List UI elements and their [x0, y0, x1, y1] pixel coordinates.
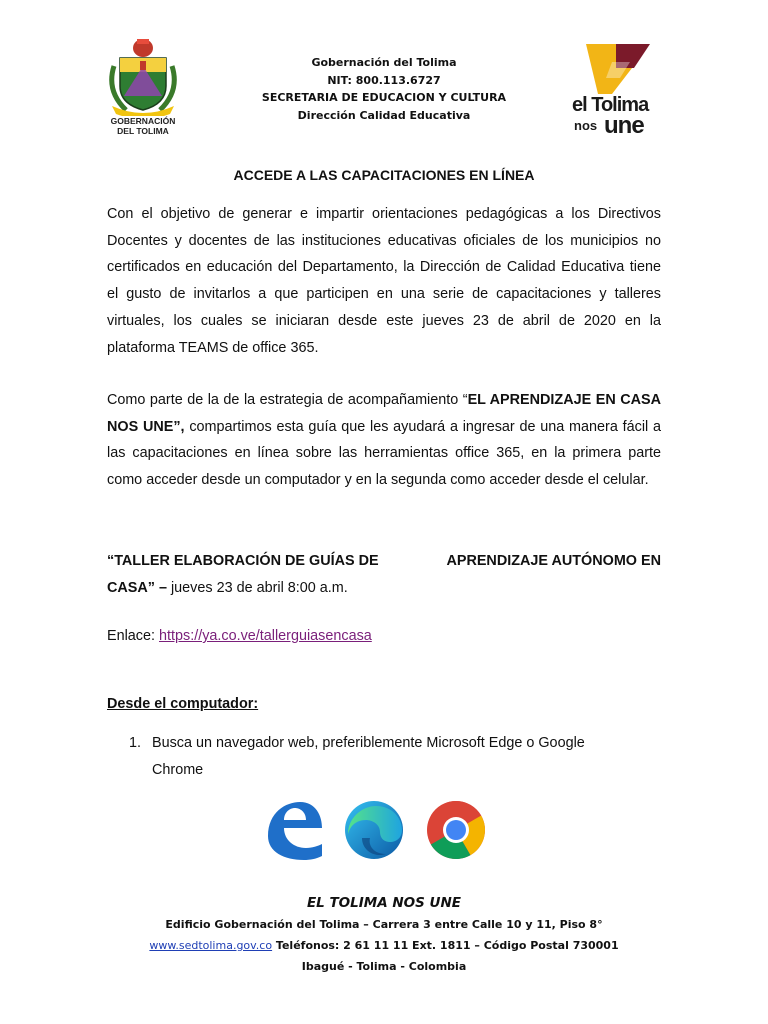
workshop-heading [107, 548, 661, 601]
link-line [107, 628, 372, 644]
workshop-title-part-a: “TALLER ELABORACIÓN DE GUÍAS DE [107, 553, 379, 569]
workshop-date: jueves 23 de abril 8:00 a.m. [166, 579, 348, 596]
logo-line-une: une [604, 112, 644, 139]
workshop-title-part-b: APRENDIZAJE AUTÓNOMO EN [446, 553, 661, 569]
footer-slogan: EL TOLIMA NOS UNE [306, 895, 462, 911]
footer-contact [120, 935, 648, 956]
section-heading-computer: Desde el computador: [107, 696, 259, 712]
gobernacion-logo-text [104, 116, 182, 136]
logo-line-nos: nos [574, 118, 598, 133]
browser-icons-row [262, 798, 488, 864]
handshake-icon [572, 38, 662, 96]
list-item-text: Busca un navegador web, preferiblemente Microsoft Edge o Google Chrome [152, 735, 585, 778]
workshop-link[interactable]: https://ya.co.ve/tallerguiasencasa [159, 628, 372, 644]
strategy-text-before: Como parte de la de la estrategia de acompañamiento “ [107, 392, 468, 408]
header-line-gobernacion: Gobernación del Tolima [311, 56, 457, 69]
header-line-direccion: Dirección Calidad Educativa [297, 108, 471, 122]
header-line-nit: NIT: 800.113.6727 [327, 73, 441, 87]
workshop-title-row2 [107, 575, 661, 602]
tolima-nos-une-logo [572, 38, 662, 138]
logo-text-line: DEL TOLIMA [117, 126, 169, 136]
chrome-icon [424, 798, 488, 862]
document-title: ACCEDE A LAS CAPACITACIONES EN LÍNEA [233, 167, 535, 183]
footer-website-link[interactable]: www.sedtolima.gov.co [149, 939, 273, 952]
strategy-text-after: compartimos esta guía que les ayudará a ingresar de una manera fácil a las capacitaciones en línea sobre las herramientas office 365, en la primera parte como acceder desde un computador y en la segunda como acceder desde el celular. [107, 418, 661, 489]
intro-paragraph: Con el objetivo de generar e impartir orientaciones pedagógicas a los Directivos Docentes y docentes de las instituciones educativas oficiales de los municipios no certificados en educación del Departamento, la Dirección de Calidad Educativa tiene el gusto de invitarlos a que participen en una serie de capacitaciones y talleres virtuales, los cuales se iniciaran desde este jueves 23 de abril de 2020 en la plataforma TEAMS de office 365. [107, 206, 661, 356]
footer-address: Edificio Gobernación del Tolima – Carrera 3 entre Calle 10 y 11, Piso 8° [165, 918, 603, 931]
strategy-name-bold: EL APRENDIZAJE EN CASA NOS UNE”, [107, 392, 661, 435]
logo-text-line: GOBERNACIÓN [110, 116, 176, 126]
list-item-number: 1. [129, 735, 142, 751]
gobernacion-logo [104, 36, 182, 142]
edge-legacy-icon [262, 798, 326, 862]
edge-chromium-icon [342, 798, 406, 862]
footer-city: Ibagué - Tolima - Colombia [301, 960, 467, 973]
header-line-secretaria: SECRETARIA DE EDUCACION Y CULTURA [261, 91, 507, 104]
letterhead [230, 54, 538, 124]
strategy-paragraph [107, 387, 661, 494]
workshop-title-row [107, 548, 661, 575]
logo-line-el-tolima: el Tolima [572, 94, 649, 116]
link-label: Enlace: [107, 628, 159, 644]
footer [120, 892, 648, 977]
workshop-title-part-c: CASA” – [107, 579, 167, 596]
coat-of-arms-icon [104, 36, 182, 116]
footer-phones: Teléfonos: 2 61 11 11 Ext. 1811 – Código Postal 730001 [272, 939, 619, 952]
